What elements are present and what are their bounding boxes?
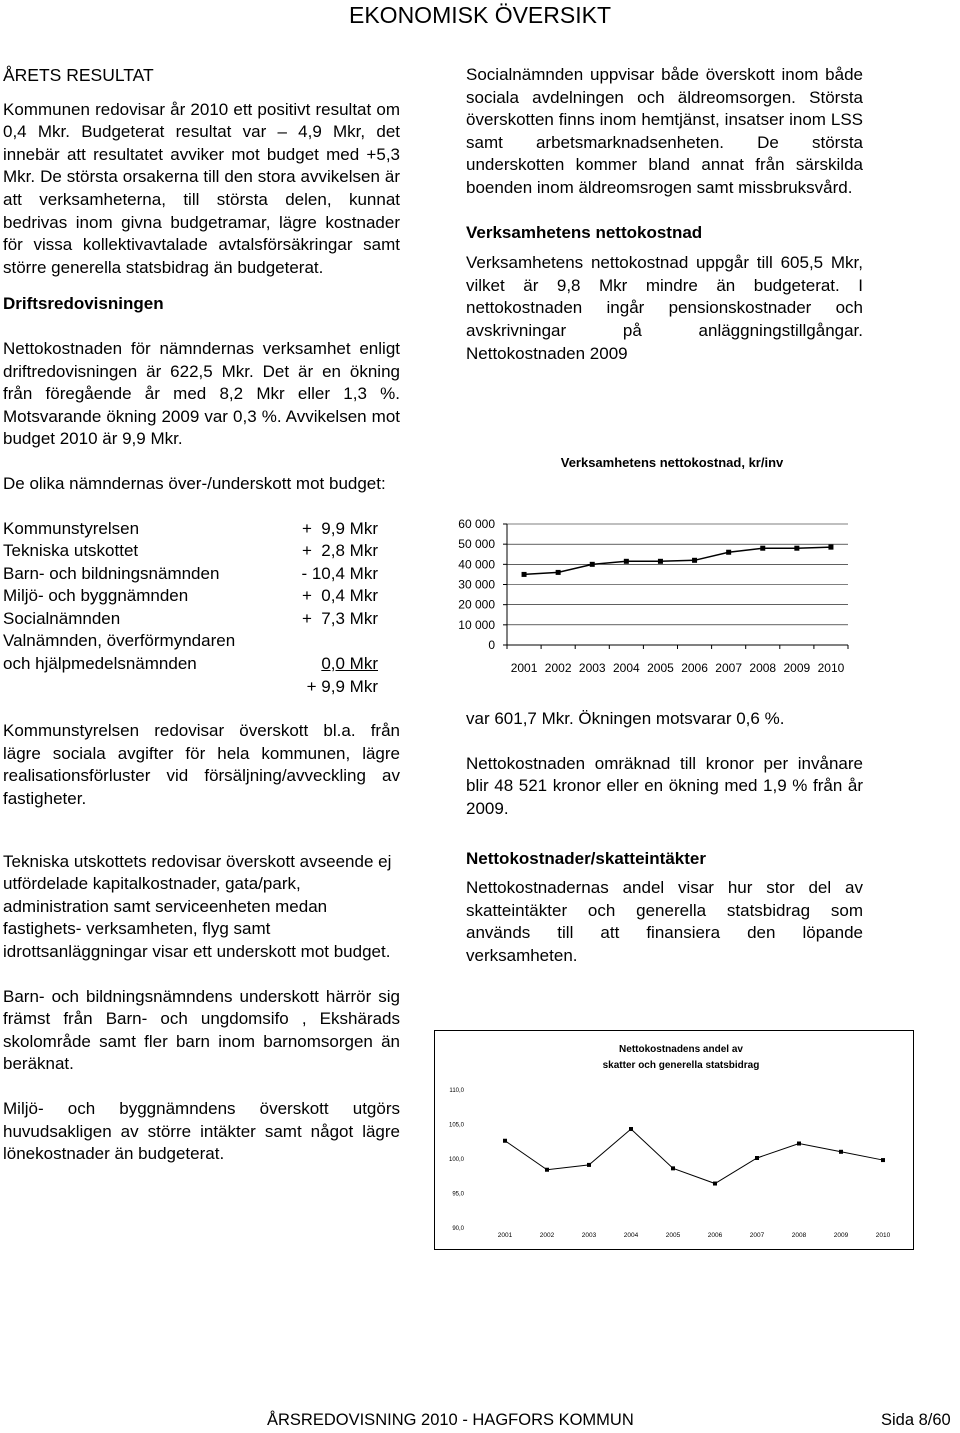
chart1-xtick-label: 2004	[612, 661, 640, 675]
table-total-row	[3, 676, 400, 699]
footer-left: ÅRSREDOVISNING 2010 - HAGFORS KOMMUN	[267, 1411, 634, 1429]
chart2-xtick-label: 2007	[749, 1232, 765, 1239]
chart2-xtick-label: 2002	[539, 1232, 555, 1239]
vn-heading: Verksamhetens nettokostnad	[466, 222, 703, 242]
chart2-title-line1: Nettokostnadens andel av	[619, 1044, 743, 1055]
chart-nettokostnad	[445, 445, 865, 685]
chart-andel	[434, 1030, 914, 1250]
chart1-title: Verksamhetens nettokostnad, kr/inv	[560, 455, 784, 470]
ns-text: Nettokostnadernas andel visar hur stor del av skatteintäkter och generella statsbidrag som används till att finansiera den löpande verksamheten.	[466, 877, 863, 965]
chart2-ytick-label: 105,0	[448, 1122, 464, 1129]
chart1-xtick-label: 2001	[510, 661, 538, 675]
row-value: + 0,4 Mkr	[301, 586, 378, 606]
table-row	[3, 630, 400, 653]
chart1-ytick-label: 0	[488, 638, 495, 652]
chart2-ytick-label: 100,0	[448, 1157, 464, 1163]
chart2-ytick-label: 95,0	[452, 1191, 464, 1198]
chart1-xtick-label: 2002	[544, 661, 572, 675]
row-name: Barn- och bildningsnämnden	[3, 563, 220, 583]
bb-text: Barn- och bildningsnämndens underskott härrör sig främst från Barn- och ungdomsifo , Ekshärads skolområde samt fler barn inom barnomsorgen än beräknat.	[3, 986, 400, 1074]
olika-text: De olika nämndernas över-/underskott mot budget:	[3, 473, 386, 493]
chart1-xtick-label: 2003	[578, 661, 606, 675]
row-name: Socialnämnden	[3, 608, 121, 628]
table-row	[3, 585, 400, 608]
vn-text: Verksamhetens nettokostnad uppgår till 605,5 Mkr, vilket är 9,8 Mkr mindre än budgeterat. I nettokostnaden ingår pensionskostnader och avskrivningar på anläggningstillgångar. Nettokostnaden 2009	[466, 253, 863, 363]
footer-right: Sida 8/60	[881, 1411, 951, 1429]
chart1-point	[794, 546, 799, 551]
chart1-ytick-label: 40 000	[458, 557, 495, 572]
table-row	[3, 653, 400, 676]
ks-text: Kommunstyrelsen redovisar överskott bl.a. från lägre sociala avgifter för hela kommunen, lägre realisationsförluster vid försäljning/avveckling av fastigheter.	[3, 721, 400, 809]
total-value: + 9,9 Mkr	[306, 676, 378, 696]
chart2-series-line	[505, 1129, 883, 1184]
chart2-point	[713, 1182, 717, 1186]
table-row	[3, 518, 400, 541]
row-value: + 7,3 Mkr	[301, 608, 378, 628]
right-column-top	[466, 64, 863, 365]
chart2-title-line2: skatter och generella statsbidrag	[602, 1060, 760, 1071]
chart2-xtick-label: 2003	[581, 1232, 597, 1239]
chart2-point	[629, 1127, 633, 1131]
chart1-xtick-label: 2007	[715, 661, 743, 675]
budget-table	[3, 518, 400, 699]
chart2-xtick-label: 2009	[833, 1232, 849, 1239]
chart1-xtick-label: 2008	[749, 661, 777, 675]
chart2-xtick-label: 2001	[497, 1232, 513, 1239]
tu-text: Tekniska utskottets redovisar överskott avseende ej utfördelade kapitalkostnader, gata/park, administration samt serviceenheten medan fastighets- verksamheten, flyg samt idrottsanläggningar visar ett underskott mot budget.	[3, 851, 392, 961]
arets-text: Kommunen redovisar år 2010 ett positivt resultat om 0,4 Mkr. Budgeterat resultat var – 4,9 Mkr, det innebär att resultatet avviker mot budget med +5,3 Mkr. De största orsakerna till den stora avvikelsen är att verksamheterna, till största delen, kunnat bedrivas inom givna budgetramar, lägre kostnader för vissa kollektivavtalade avtalsförsäkringar samt större generella statsbidrag än budgeterat.	[3, 99, 400, 277]
row-name: Miljö- och byggnämnden	[3, 586, 189, 606]
left-column	[3, 64, 400, 1166]
right-column-middle	[466, 708, 863, 967]
chart1-xtick-label: 2010	[817, 661, 845, 675]
chart1-xtick-label: 2006	[681, 661, 708, 675]
chart1-ytick-label: 20 000	[458, 597, 495, 612]
ns-heading: Nettokostnader/skatteintäkter	[466, 849, 706, 869]
chart2-point	[503, 1139, 507, 1143]
row-name: och hjälpmedelsnämnden	[3, 654, 197, 674]
chart2-point	[881, 1158, 885, 1162]
chart1-xtick-label: 2009	[783, 661, 811, 675]
chart1-ytick-label: 30 000	[458, 577, 495, 592]
chart1-point	[658, 559, 663, 564]
row-value: + 9,9 Mkr	[301, 518, 378, 538]
row-name: Valnämnden, överförmyndaren	[3, 631, 236, 651]
page-title: EKONOMISK ÖVERSIKT	[349, 2, 611, 28]
arets-heading: ÅRETS RESULTAT	[3, 65, 154, 85]
row-name: Tekniska utskottet	[3, 541, 139, 561]
table-row	[3, 563, 400, 586]
chart2-point	[839, 1150, 843, 1154]
chart2-point	[797, 1142, 801, 1146]
drift-text: Nettokostnaden för nämndernas verksamhet enligt driftredovisningen är 622,5 Mkr. Det är en ökning från föregående år med 8,2 Mkr eller 1,3 %. Motsvarande ökning 2009 var 0,3 %. Avvikelsen mot budget 2010 är 9,9 Mkr.	[3, 338, 400, 449]
chart1-point	[828, 545, 833, 550]
chart2-point	[755, 1156, 759, 1160]
chart2-point	[587, 1163, 591, 1167]
chart2-xtick-label: 2006	[707, 1232, 723, 1239]
vn-cont: var 601,7 Mkr. Ökningen motsvarar 0,6 %.	[466, 709, 785, 728]
drift-heading: Driftsredovisningen	[3, 294, 164, 314]
chart2-point	[671, 1166, 675, 1170]
chart1-point	[760, 546, 765, 551]
chart2-xtick-label: 2005	[665, 1232, 681, 1239]
chart2-point	[545, 1168, 549, 1172]
row-value: 0,0 Mkr	[321, 654, 378, 674]
vn-kronor: Nettokostnaden omräknad till kronor per invånare blir 48 521 kronor eller en ökning med 1,9 % från år 2009.	[466, 753, 863, 818]
table-row	[3, 540, 400, 563]
chart1-point	[726, 550, 731, 555]
chart2-ytick-label: 90,0	[452, 1226, 464, 1232]
table-row	[3, 608, 400, 631]
chart1-ytick-label: 10 000	[458, 617, 495, 632]
chart1-xtick-label: 2005	[647, 661, 674, 675]
mb-text: Miljö- och byggnämndens överskott utgörs huvudsakligen av större intäkter samt något lägre lönekostnader än budgeterat.	[3, 1098, 400, 1164]
chart2-xtick-label: 2008	[791, 1232, 807, 1239]
soc-text: Socialnämnden uppvisar både överskott inom både sociala avdelningen och äldreomsorgen. Största överskotten finns inom hemtjänst, insatser inom LSS samt arbetsmarknadsenheten. De största underskotten kommer bland annat från särskilda boenden inom äldreomsrogen samt missbruksvård.	[466, 65, 863, 197]
chart1-point	[590, 562, 595, 567]
chart2-ytick-label: 110,0	[449, 1088, 464, 1094]
chart1-point	[556, 570, 561, 575]
chart1-point	[692, 558, 697, 563]
chart2-xtick-label: 2010	[875, 1232, 891, 1239]
chart1-ytick-label: 50 000	[458, 537, 495, 552]
chart1-ytick-label: 60 000	[458, 517, 495, 531]
row-value: - 10,4 Mkr	[301, 563, 378, 583]
row-name: Kommunstyrelsen	[3, 518, 140, 538]
chart1-point	[624, 559, 629, 564]
chart1-series-line	[524, 547, 831, 574]
chart1-point	[522, 572, 527, 577]
chart2-xtick-label: 2004	[623, 1232, 639, 1239]
row-value: + 2,8 Mkr	[301, 541, 378, 561]
